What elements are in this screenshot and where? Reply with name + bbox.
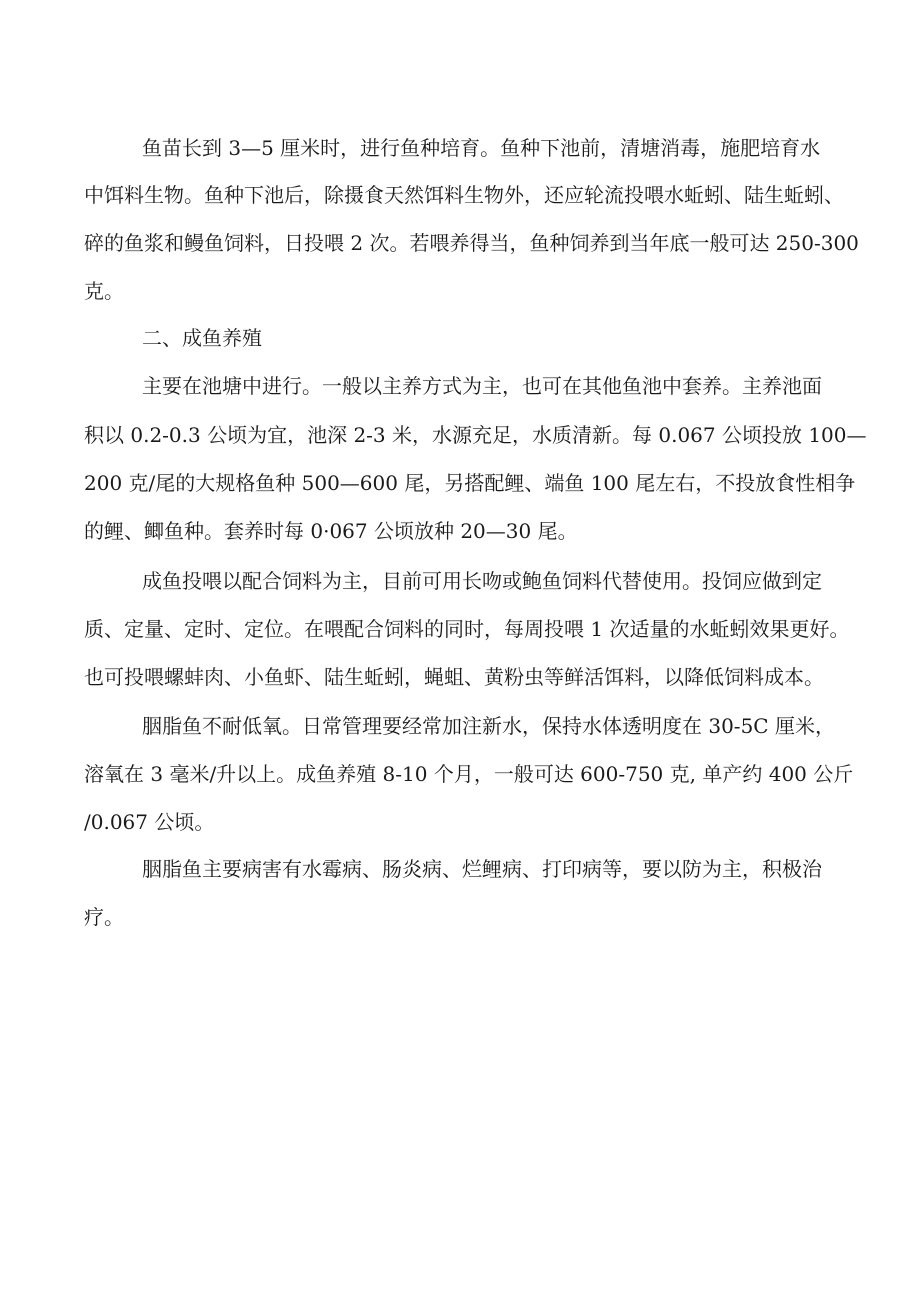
text-line: 200 克/尾的大规格鱼种 500—600 尾，另搭配鲤、端鱼 100 尾左右，不投放食性相争 — [84, 471, 856, 495]
text-line: 成鱼投喂以配合饲料为主，目前可用长吻或鲍鱼饲料代替使用。投饲应做到定 — [142, 569, 822, 593]
text-line: /0.067 公顷。 — [84, 810, 215, 834]
text-line: 中饵料生物。鱼种下池后，除摄食天然饵料生物外，还应轮流投喂水蚯蚓、陆生蚯蚓、 — [84, 183, 844, 207]
text-line: 也可投喂螺蚌肉、小鱼虾、陆生蚯蚓，蝇蛆、黄粉虫等鲜活饵料，以降低饲料成本。 — [84, 665, 824, 689]
text-line: 鱼苗长到 3—5 厘米时，进行鱼种培育。鱼种下池前，清塘消毒，施肥培育水 — [142, 136, 821, 160]
text-line: 克。 — [84, 279, 124, 303]
text-line: 积以 0.2-0.3 公顷为宜，池深 2-3 米，水源充足，水质清新。每 0.067 公顷投放 100— — [84, 423, 867, 447]
section-heading: 二、成鱼养殖 — [142, 326, 262, 350]
text-line: 胭脂鱼主要病害有水霉病、肠炎病、烂鲤病、打印病等，要以防为主，积极治 — [142, 857, 822, 881]
text-line: 疗。 — [84, 905, 124, 929]
text-line: 质、定量、定时、定位。在喂配合饲料的同时，每周投喂 1 次适量的水蚯蚓效果更好。 — [84, 617, 850, 641]
text-line: 碎的鱼浆和鳗鱼饲料，日投喂 2 次。若喂养得当，鱼种饲养到当年底一般可达 250-300 — [84, 231, 859, 255]
text-line: 的鲤、鲫鱼种。套养时每 0·067 公顷放种 20—30 尾。 — [84, 519, 578, 543]
text-line: 主要在池塘中进行。一般以主养方式为主，也可在其他鱼池中套养。主养池面 — [142, 374, 822, 398]
text-line: 胭脂鱼不耐低氧。日常管理要经常加注新水，保持水体透明度在 30-5C 厘米， — [142, 714, 835, 738]
text-line: 溶氧在 3 毫米/升以上。成鱼养殖 8-10 个月，一般可达 600-750 克, 单产约 400 公斤 — [84, 762, 854, 786]
